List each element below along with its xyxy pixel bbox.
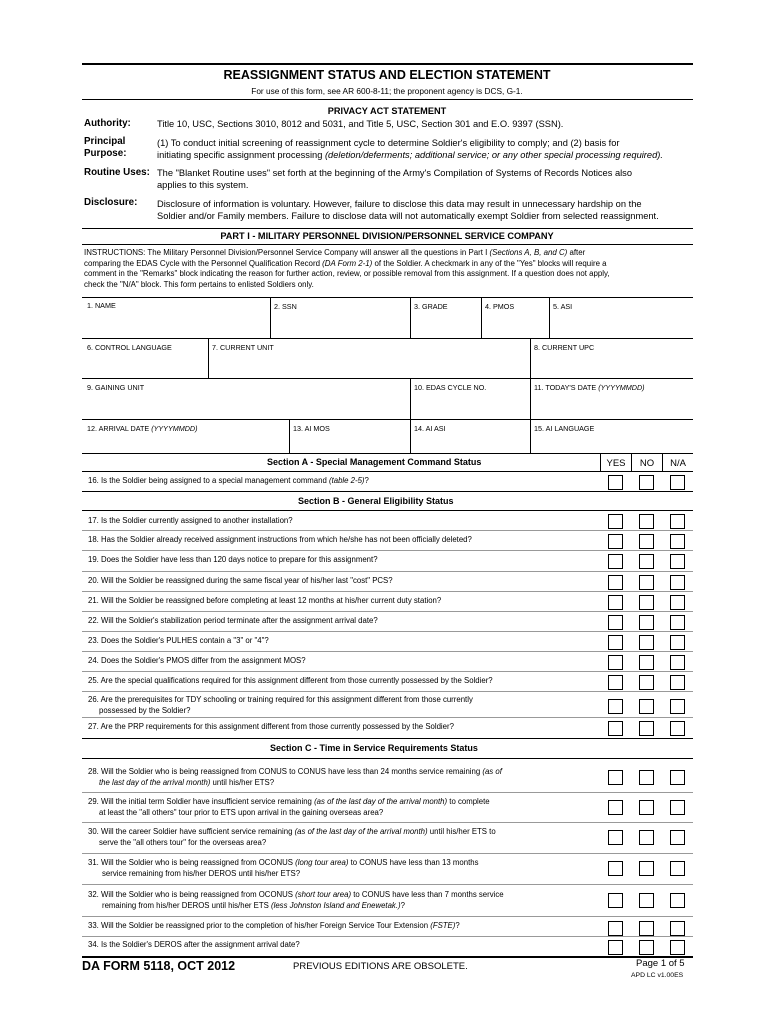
authority-label: Authority:: [84, 118, 131, 129]
question-20: 20. Will the Soldier be reassigned during the same fiscal year of his/her last "cost" PCS?: [88, 576, 393, 585]
form-title: REASSIGNMENT STATUS AND ELECTION STATEMENT: [223, 68, 551, 82]
ssn-field-label: 2. SSN: [274, 302, 297, 311]
question-29: 29. Will the initial term Soldier have insufficient service remaining (as of the last day of the arrival month) to complete at least the "all others" tour prior to ETS upon arrival in the gaining overseas area?: [88, 797, 490, 817]
field-divider: [549, 297, 550, 338]
q26-na-checkbox[interactable]: [670, 699, 685, 714]
na-column-header: N/A: [670, 458, 686, 469]
q30-no-checkbox[interactable]: [639, 830, 654, 845]
q31-na-checkbox[interactable]: [670, 861, 685, 876]
instructions: [84, 248, 690, 290]
q32-na-checkbox[interactable]: [670, 893, 685, 908]
q33-na-checkbox[interactable]: [670, 921, 685, 936]
field-divider: [410, 297, 411, 338]
todays-date-label: 11. TODAY'S DATE (YYYYMMDD): [534, 383, 645, 392]
pmos-field-label: 4. PMOS: [485, 302, 515, 311]
field-row-line: [82, 453, 693, 454]
purpose-text-plain: initiating specific assignment processing: [157, 150, 325, 160]
purpose-label-line2: Purpose:: [84, 148, 127, 159]
footer-rule: [82, 956, 693, 958]
q26-no-checkbox[interactable]: [639, 699, 654, 714]
field-row-line: [82, 338, 693, 339]
row-separator: [82, 671, 693, 672]
routine-text-line2: applies to this system.: [157, 180, 249, 190]
ai-asi-label: 14. AI ASI: [414, 424, 446, 433]
divider: [82, 244, 693, 245]
form-number: DA FORM 5118, OCT 2012: [82, 959, 236, 973]
q33-yes-checkbox[interactable]: [608, 921, 623, 936]
part1-heading: PART I - MILITARY PERSONNEL DIVISION/PERSONNEL SERVICE COMPANY: [220, 231, 554, 241]
yes-column-header: YES: [606, 458, 626, 469]
q18-no-checkbox[interactable]: [639, 534, 654, 549]
row-separator: [82, 822, 693, 823]
row-separator: [82, 691, 693, 692]
question-27: 27. Are the PRP requirements for this assignment different from those currently possessed by the Soldier?: [88, 722, 454, 731]
field-divider: [530, 419, 531, 453]
q23-no-checkbox[interactable]: [639, 635, 654, 650]
q24-no-checkbox[interactable]: [639, 655, 654, 670]
q23-yes-checkbox[interactable]: [608, 635, 623, 650]
page-number: Page 1 of 5: [636, 958, 685, 969]
question-23: 23. Does the Soldier's PULHES contain a "3" or "4"?: [88, 636, 269, 645]
field-divider: [289, 419, 290, 453]
row-separator: [82, 651, 693, 652]
asi-field-label: 5. ASI: [553, 302, 573, 311]
field-divider: [530, 338, 531, 378]
divider: [82, 471, 693, 472]
top-rule: [82, 63, 693, 65]
row-separator: [82, 916, 693, 917]
field-divider: [410, 378, 411, 419]
instructions-line1: INSTRUCTIONS: The Military Personnel Division/Personnel Service Company will answer all the questions in Part I (Sections A, B, and C) after: [84, 248, 586, 257]
q17-yes-checkbox[interactable]: [608, 514, 623, 529]
divider: [82, 758, 693, 759]
question-18: 18. Has the Soldier already received assignment instructions from which he/she has not been officially deleted?: [88, 535, 472, 544]
instructions-line2: comparing the EDAS Cycle with the Personnel Qualification Record (DA Form 2-1) of the Soldier. A checkmark in any of the "Yes" blocks will require a: [84, 258, 607, 268]
q34-yes-checkbox[interactable]: [608, 940, 623, 955]
q23-na-checkbox[interactable]: [670, 635, 685, 650]
disclosure-text: [157, 198, 697, 222]
q32-no-checkbox[interactable]: [639, 893, 654, 908]
q32-yes-checkbox[interactable]: [608, 893, 623, 908]
obsolete-notice: PREVIOUS EDITIONS ARE OBSOLETE.: [293, 961, 468, 972]
row-separator: [82, 550, 693, 551]
q29-no-checkbox[interactable]: [639, 800, 654, 815]
question-32: 32. Will the Soldier who is being reassigned from OCONUS (short tour area) to CONUS have less than 7 months service remaining from his/her DEROS until his/her ETS (less Johnston Island and Enewetak.)?: [88, 890, 504, 910]
question-21: 21. Will the Soldier be reassigned before completing at least 12 months at his/her current duty station?: [88, 596, 442, 605]
purpose-label-line1: Principal: [84, 136, 126, 147]
question-16: 16. Is the Soldier being assigned to a special management command (table 2-5)?: [88, 476, 369, 485]
q20-yes-checkbox[interactable]: [608, 575, 623, 590]
question-34: 34. Is the Soldier's DEROS after the assignment arrival date?: [88, 940, 300, 949]
question-25: 25. Are the special qualifications required for this assignment different from those currently possessed by the Soldier?: [88, 676, 493, 685]
q21-yes-checkbox[interactable]: [608, 595, 623, 610]
q22-na-checkbox[interactable]: [670, 615, 685, 630]
name-field-label: 1. NAME: [87, 301, 116, 310]
form-subtitle: For use of this form, see AR 600-8-11; the proponent agency is DCS, G-1.: [251, 86, 523, 96]
q28-no-checkbox[interactable]: [639, 770, 654, 785]
disclosure-label: Disclosure:: [84, 197, 138, 208]
q19-no-checkbox[interactable]: [639, 554, 654, 569]
divider: [82, 491, 693, 492]
q19-na-checkbox[interactable]: [670, 554, 685, 569]
edas-cycle-label: 10. EDAS CYCLE NO.: [414, 383, 487, 392]
q27-no-checkbox[interactable]: [639, 721, 654, 736]
q30-na-checkbox[interactable]: [670, 830, 685, 845]
q34-no-checkbox[interactable]: [639, 940, 654, 955]
q29-na-checkbox[interactable]: [670, 800, 685, 815]
instructions-line4: check the "N/A" block. This form pertains to enlisted Soldiers only.: [84, 279, 314, 289]
question-19: 19. Does the Soldier have less than 120 days notice to prepare for this assignment?: [88, 555, 378, 564]
q18-yes-checkbox[interactable]: [608, 534, 623, 549]
q18-na-checkbox[interactable]: [670, 534, 685, 549]
row-separator: [82, 792, 693, 793]
row-separator: [82, 853, 693, 854]
grade-field-label: 3. GRADE: [414, 302, 448, 311]
q16-yes-checkbox[interactable]: [608, 475, 623, 490]
field-row-line: [82, 297, 693, 298]
divider: [82, 99, 693, 100]
q19-yes-checkbox[interactable]: [608, 554, 623, 569]
q24-yes-checkbox[interactable]: [608, 655, 623, 670]
q16-na-checkbox[interactable]: [670, 475, 685, 490]
authority-text: Title 10, USC, Sections 3010, 8012 and 5031, and Title 5, USC, Section 301 and E.O. 9397 (SSN).: [157, 119, 564, 129]
q21-na-checkbox[interactable]: [670, 595, 685, 610]
q20-na-checkbox[interactable]: [670, 575, 685, 590]
purpose-text: [157, 137, 697, 161]
q29-yes-checkbox[interactable]: [608, 800, 623, 815]
field-divider: [208, 338, 209, 378]
question-24: 24. Does the Soldier's PMOS differ from the assignment MOS?: [88, 656, 306, 665]
q16-no-checkbox[interactable]: [639, 475, 654, 490]
divider: [82, 510, 693, 511]
version-label: APD LC v1.00ES: [631, 972, 684, 979]
question-17: 17. Is the Soldier currently assigned to another installation?: [88, 516, 293, 525]
disclosure-text-line1: Disclosure of information is voluntary. However, failure to disclose this data may result in unnecessary hardship on the: [157, 199, 642, 209]
q28-na-checkbox[interactable]: [670, 770, 685, 785]
q34-na-checkbox[interactable]: [670, 940, 685, 955]
q24-na-checkbox[interactable]: [670, 655, 685, 670]
q17-na-checkbox[interactable]: [670, 514, 685, 529]
ai-language-label: 15. AI LANGUAGE: [534, 424, 595, 433]
routine-uses-text: [157, 167, 697, 191]
q26-yes-checkbox[interactable]: [608, 699, 623, 714]
q22-yes-checkbox[interactable]: [608, 615, 623, 630]
section-b-heading: Section B - General Eligibility Status: [298, 496, 454, 506]
control-language-label: 6. CONTROL LANGUAGE: [87, 343, 172, 352]
question-26: 26. Are the prerequisites for TDY schooling or training required for this assignment different from those currently possessed by the Soldier?: [88, 695, 473, 715]
current-unit-label: 7. CURRENT UNIT: [212, 343, 274, 352]
ai-mos-label: 13. AI MOS: [293, 424, 330, 433]
q30-yes-checkbox[interactable]: [608, 830, 623, 845]
q21-no-checkbox[interactable]: [639, 595, 654, 610]
field-divider: [270, 297, 271, 338]
question-30: 30. Will the career Soldier have sufficient service remaining (as of the last day of the arrival month) until his/her ETS to serve the "all others tour" for the overseas area?: [88, 827, 496, 847]
q31-yes-checkbox[interactable]: [608, 861, 623, 876]
field-divider: [530, 378, 531, 419]
q31-no-checkbox[interactable]: [639, 861, 654, 876]
field-divider: [410, 419, 411, 453]
current-upc-label: 8. CURRENT UPC: [534, 343, 595, 352]
section-c-heading: Section C - Time in Service Requirements Status: [270, 743, 478, 753]
q20-no-checkbox[interactable]: [639, 575, 654, 590]
purpose-text-italic: (deletion/deferments; additional service; or any other special processing required).: [324, 150, 663, 160]
divider: [82, 738, 693, 739]
q22-no-checkbox[interactable]: [639, 615, 654, 630]
field-row-line: [82, 419, 693, 420]
q25-no-checkbox[interactable]: [639, 675, 654, 690]
question-28: 28. Will the Soldier who is being reassigned from CONUS to CONUS have less than 24 months service remaining (as of the last day of the arrival month) until his/her ETS?: [88, 767, 502, 787]
question-22: 22. Will the Soldier's stabilization period terminate after the assignment arrival date?: [88, 616, 378, 625]
divider: [82, 228, 693, 229]
question-33: 33. Will the Soldier be reassigned prior to the completion of his/her Foreign Service Tour Extension (FSTE)?: [88, 921, 460, 930]
purpose-text-line2: [157, 149, 697, 161]
field-row-line: [82, 378, 693, 379]
row-separator: [82, 591, 693, 592]
gaining-unit-label: 9. GAINING UNIT: [87, 383, 145, 392]
row-separator: [82, 530, 693, 531]
section-a-heading: Section A - Special Management Command Status: [267, 457, 482, 467]
row-separator: [82, 884, 693, 885]
row-separator: [82, 717, 693, 718]
q25-na-checkbox[interactable]: [670, 675, 685, 690]
row-separator: [82, 571, 693, 572]
no-column-header: NO: [639, 458, 655, 469]
privacy-heading: PRIVACY ACT STATEMENT: [327, 106, 447, 116]
instructions-line3: comment in the "Remarks" block indicating the reason for further action, review, or possible removal from this assignment. If a question does not apply,: [84, 269, 610, 278]
row-separator: [82, 936, 693, 937]
q33-no-checkbox[interactable]: [639, 921, 654, 936]
routine-text-line1: The "Blanket Routine uses" set forth at the beginning of the Army's Compilation of Systems of Records Notices also: [157, 168, 633, 178]
arrival-date-label: 12. ARRIVAL DATE (YYYYMMDD): [87, 424, 198, 433]
routine-uses-label: Routine Uses:: [84, 167, 150, 178]
q27-yes-checkbox[interactable]: [608, 721, 623, 736]
q17-no-checkbox[interactable]: [639, 514, 654, 529]
purpose-text-line1: (1) To conduct initial screening of reassignment cycle to determine Soldier's eligibility to comply; and (2) basis for: [157, 138, 620, 148]
row-separator: [82, 631, 693, 632]
question-31: 31. Will the Soldier who is being reassigned from OCONUS (long tour area) to CONUS have less than 13 months service remaining from his/her DEROS until his/her ETS?: [88, 858, 479, 878]
q27-na-checkbox[interactable]: [670, 721, 685, 736]
row-separator: [82, 611, 693, 612]
q28-yes-checkbox[interactable]: [608, 770, 623, 785]
disclosure-text-line2: Soldier and/or Family members. Failure to disclose data will not automatically exempt Soldier from selected reassignment.: [157, 211, 659, 221]
field-divider: [481, 297, 482, 338]
q25-yes-checkbox[interactable]: [608, 675, 623, 690]
